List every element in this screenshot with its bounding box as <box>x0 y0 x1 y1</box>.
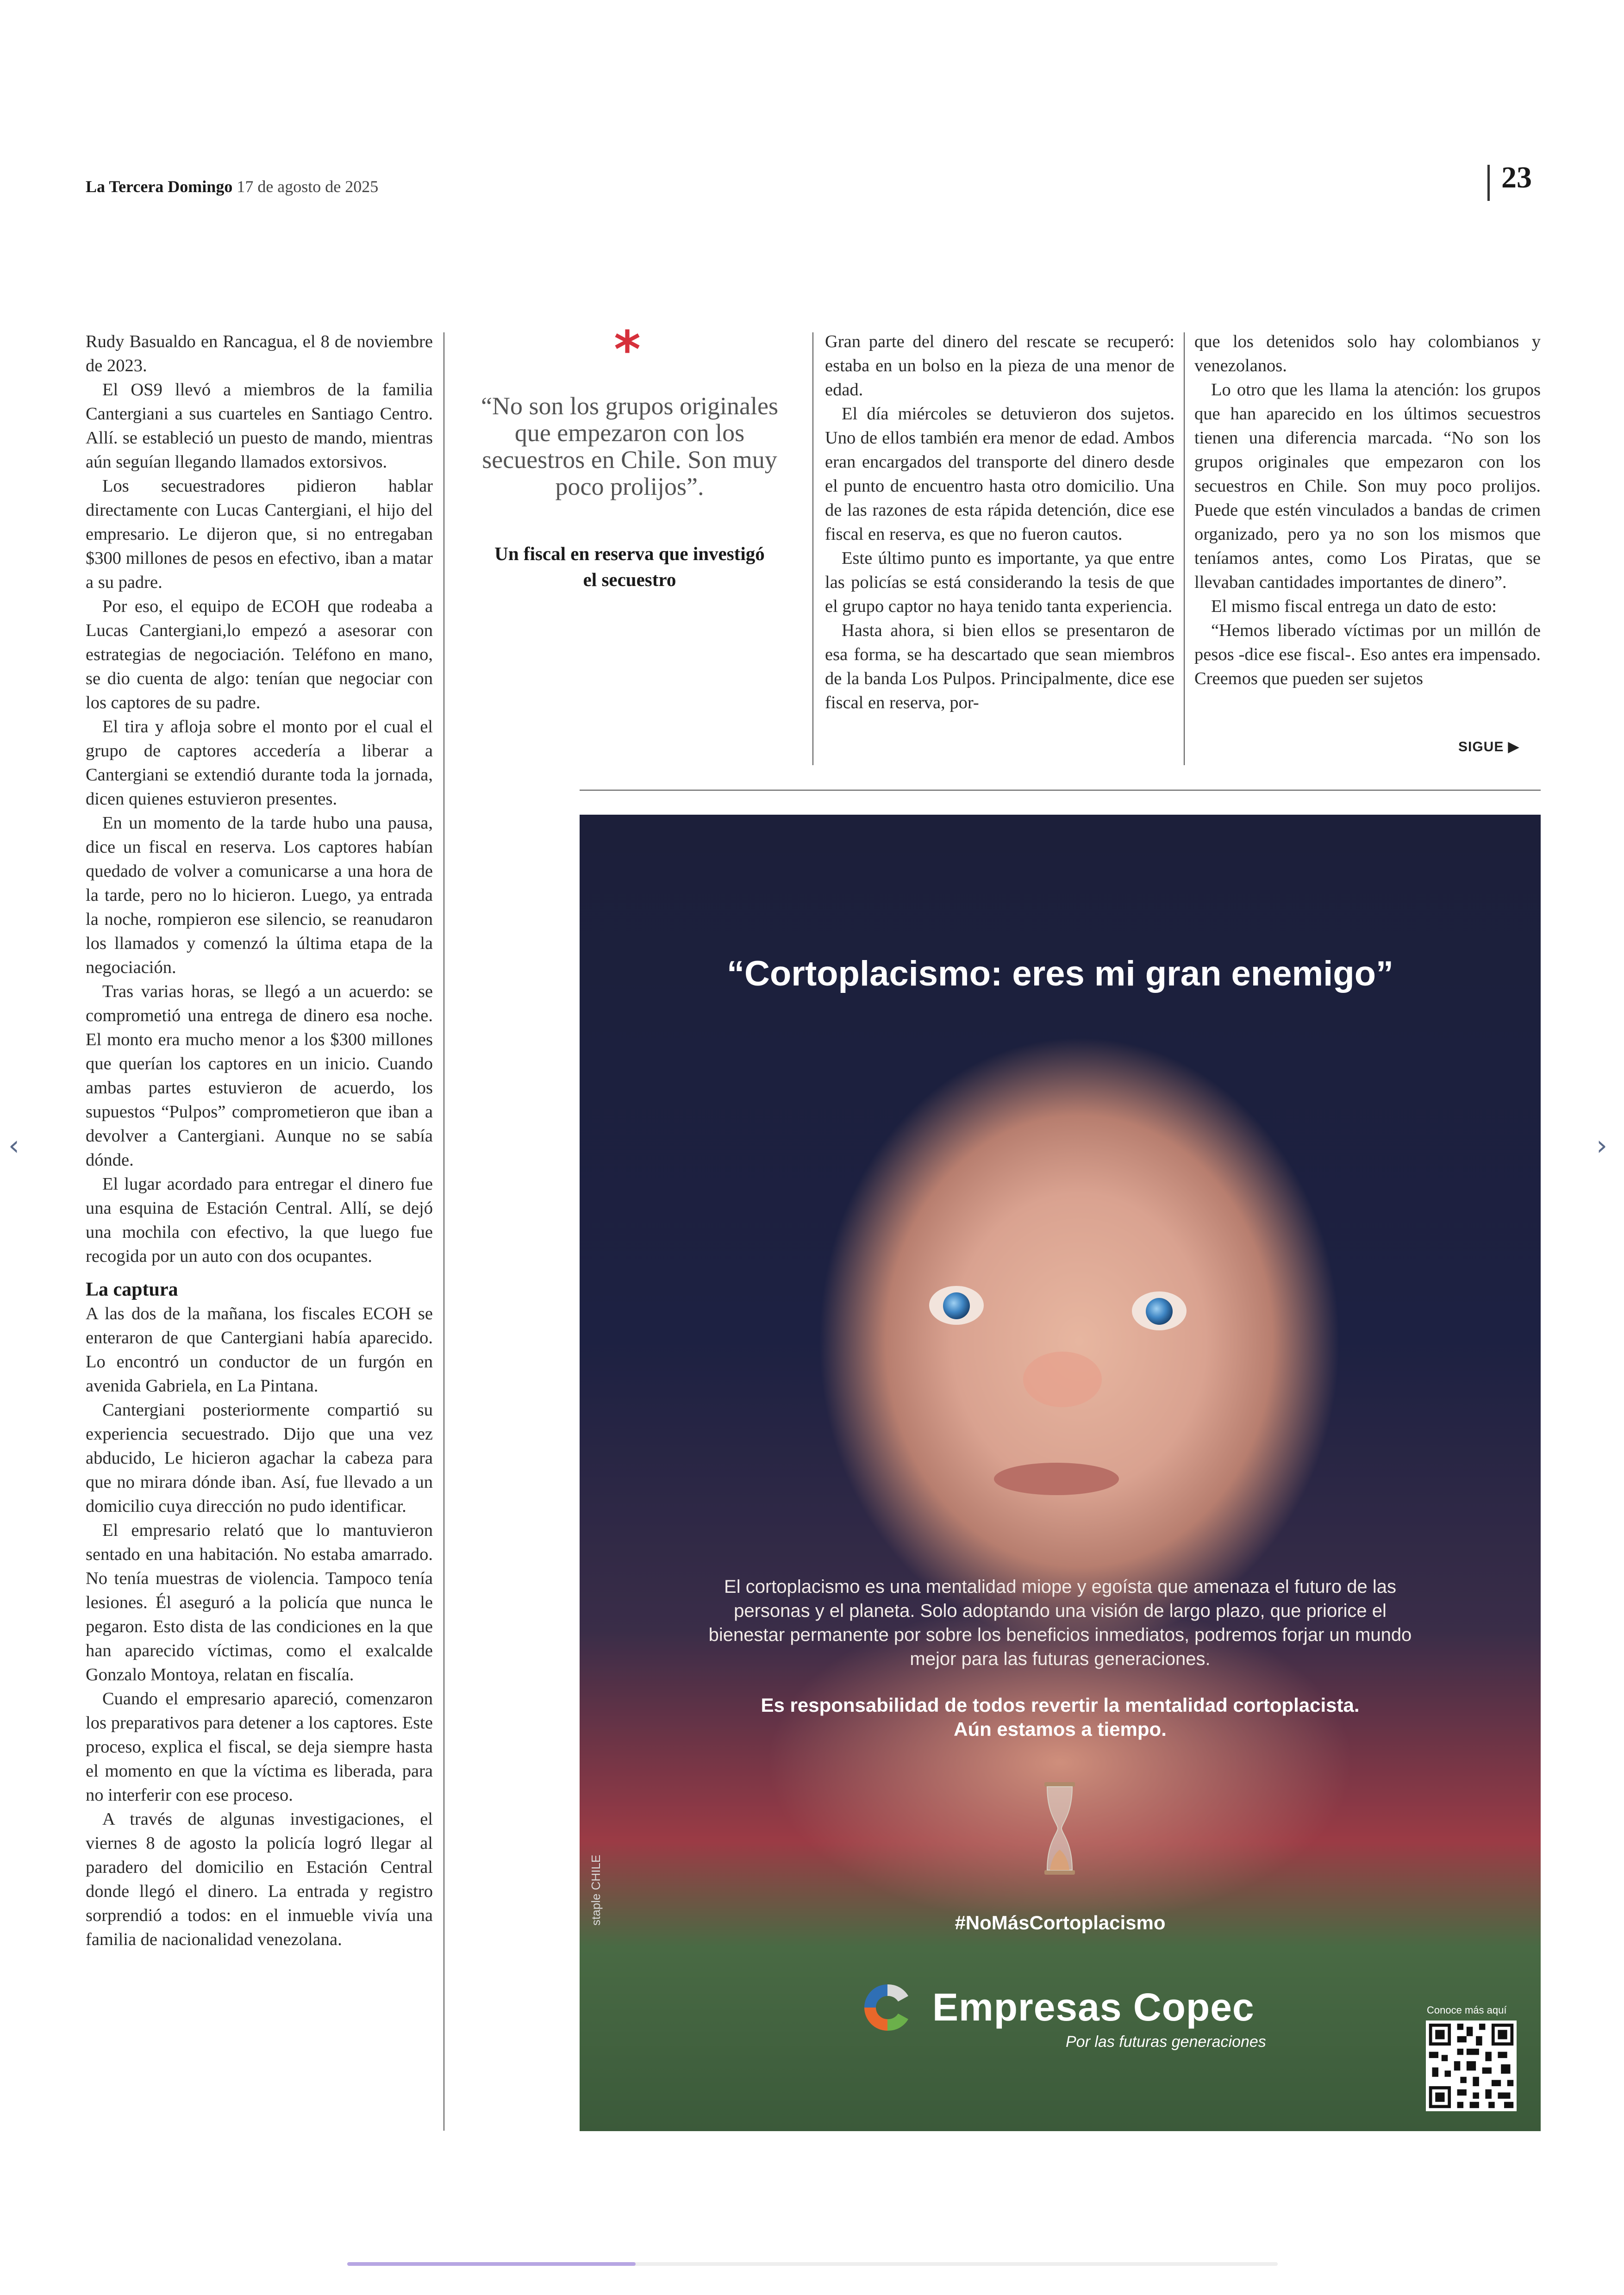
paragraph: El mismo fiscal entrega un dato de esto: <box>1211 597 1497 616</box>
chevron-left-icon[interactable]: ‹ <box>8 1129 19 1162</box>
issue-date: 17 de agosto de 2025 <box>237 177 379 196</box>
paragraph: Cantergiani posteriormente compartió su experiencia secuestrado. Dijo que una vez abducido, Le hicieron agachar la cabeza para que no mirara dónde iban. Así, fue llevado a un domicilio cuya dirección no pudo identificar. <box>86 1400 433 1516</box>
paragraph: que los detenidos solo hay colombianos y venezolanos. <box>1194 332 1541 375</box>
ad-body-text: El cortoplacismo es una mentalidad miope y egoísta que amenaza el futuro de las personas y el planeta. Solo adoptando una visión de largo plazo, que priorice el bienestar permanente por sobre los beneficios inmediatos, podremos forjar un mundo mejor para las futuras generaciones. <box>708 1577 1412 1669</box>
column-divider <box>1184 332 1185 765</box>
paragraph: El tira y afloja sobre el monto por el cual el grupo de captores accedería a liberar a Cantergiani se extendió durante toda la jornada, dicen quienes estuvieron presentes. <box>86 717 433 809</box>
article-column-3 <box>825 330 1174 715</box>
ad-brand-name: Empresas Copec <box>932 1985 1255 2029</box>
paragraph: Gran parte del dinero del rescate se recuperó: estaba en un bolso en la pieza de una menor de edad. <box>825 332 1174 399</box>
paragraph: “Hemos liberado víctimas por un millón de pesos -dice ese fiscal-. Eso antes era impensado. Creemos que pueden ser sujetos <box>1194 621 1541 688</box>
paragraph: El empresario relató que lo mantuvieron sentado en una habitación. No estaba amarrado. No tenía muestras de violencia. Tampoco tenía lesiones. Él aseguró a la policía que nunca le pegaron. Esto dista de las condiciones en la que han aparecido víctimas, como el exalcalde Gonzalo Montoya, relatan en fiscalía. <box>86 1521 433 1684</box>
paragraph: En un momento de la tarde hubo una pausa, dice un fiscal en reserva. Los captores habían quedado de volver a comunicarse a una hora de la tarde, pero no lo hicieron. Luego, ya entrada la noche, rompieron ese silencio, se reanudaron los llamados y comenzó la última etapa de la negociación. <box>86 813 433 977</box>
article-column-4 <box>1194 330 1541 691</box>
continue-label[interactable]: SIGUE ▶ <box>1458 739 1519 755</box>
paragraph: El OS9 llevó a miembros de la familia Cantergiani a sus cuarteles en Santiago Centro. Allí. se estableció un puesto de mando, mientras aún seguían llegando llamados extorsivos. <box>86 380 433 472</box>
qr-label: Conoce más aquí <box>1427 2004 1507 2016</box>
paragraph: Los secuestradores pidieron hablar directamente con Lucas Cantergiani, el hijo del empresario. Le dijeron que, si no entregaban $300 millones de pesos en efectivo, iban a matar a su padre. <box>86 476 433 592</box>
ad-divider <box>580 790 1541 791</box>
paragraph: El día miércoles se detuvieron dos sujetos. Uno de ellos también era menor de edad. Ambos eran encargados del transporte del dinero desde el punto de encuentro hasta otro domicilio. Una de las razones de esta rápida detención, dice ese fiscal en reserva, es que no fueron cautos. <box>825 404 1174 544</box>
header-divider <box>1487 165 1490 201</box>
paragraph: Por eso, el equipo de ECOH que rodeaba a Lucas Cantergiani,lo empezó a asesorar con estrategias de negociación. Teléfono en mano, se dio cuenta de algo: tenían que negociar con los captores de su padre. <box>86 597 433 712</box>
publication-name: La Tercera Domingo <box>86 177 233 196</box>
baby-eye <box>1132 1291 1187 1330</box>
subhead: La captura <box>86 1279 178 1300</box>
pull-quote: “No son los grupos originales que empezaron con los secuestros en Chile. Son muy poco prolijos”. <box>481 392 778 500</box>
ad-tagline: Aún estamos a tiempo. <box>954 1718 1167 1740</box>
article-column-1 <box>86 330 433 1952</box>
chevron-right-icon[interactable]: › <box>1596 1129 1607 1162</box>
page-header <box>86 177 378 196</box>
paragraph: A través de algunas investigaciones, el viernes 8 de agosto la policía logró llegar al paradero del domicilio en Estación Central donde llegó el dinero. La entrada y registro sorprendió a todos: en el inmueble vivía una familia de nacionalidad venezolana. <box>86 1809 433 1949</box>
paragraph: Hasta ahora, si bien ellos se presentaron de esa forma, se ha descartado que sean miembros de la banda Los Pulpos. Principalmente, dice ese fiscal en reserva, por- <box>825 621 1174 712</box>
copec-advertisement <box>580 815 1541 2131</box>
asterisk-icon: * <box>614 320 641 379</box>
paragraph: Cuando el empresario apareció, comenzaron los preparativos para detener a los captores. Este proceso, explica el fiscal, se deja siempre hasta el momento en que la víctima es liberada, para no interferir con ese proceso. <box>86 1689 433 1805</box>
paragraph: El lugar acordado para entregar el dinero fue una esquina de Estación Central. Allí, se dejó una mochila con efectivo, la que luego fue recogida por un auto con dos ocupantes. <box>86 1174 433 1266</box>
pull-quote-source: Un fiscal en reserva que investigó el secuestro <box>494 543 765 590</box>
baby-eye <box>929 1286 984 1325</box>
copec-logo-icon <box>862 1982 913 2033</box>
ad-hashtag: #NoMásCortoplacismo <box>955 1912 1166 1933</box>
ad-slogan: Por las futuras generaciones <box>1066 2033 1266 2051</box>
paragraph: Lo otro que les llama la atención: los grupos que han aparecido en los últimos secuestros tienen una diferencia marcada. “No son los grupos originales que empezaron con los secuestros en Chile. Son muy poco prolijos. Puede que estén vinculados a bandas de crimen organizado, pero ya no son los mismos que teníamos antes, como Los Piratas, que se llevaban cantidades importantes de dinero”. <box>1194 380 1541 592</box>
baby-mouth <box>994 1463 1119 1495</box>
column-divider <box>812 332 813 765</box>
paragraph: Este último punto es importante, ya que entre las policías se está considerando la tesis de que el grupo captor no haya tenido tanta experiencia. <box>825 549 1174 616</box>
ad-tagline: Es responsabilidad de todos revertir la mentalidad cortoplacista. <box>761 1694 1360 1716</box>
ad-agency-credit: staple CHILE <box>589 1854 603 1926</box>
scrollbar-thumb[interactable] <box>347 2262 636 2266</box>
baby-nose <box>1023 1352 1102 1407</box>
paragraph: Tras varias horas, se llegó a un acuerdo: se comprometió una entrega de dinero esa noche. El monto era mucho menor a los $300 millones que querían los captores en un inicio. Cuando ambas partes estuvieron de acuerdo, los supuestos “Pulpos” comprometieron que iban a devolver a Cantergiani. Aunque no se sabía dónde. <box>86 982 433 1170</box>
hourglass-icon <box>1043 1782 1077 1875</box>
page-number: 23 <box>1501 161 1532 194</box>
column-divider <box>443 332 444 2131</box>
paragraph: A las dos de la mañana, los fiscales ECOH se enteraron de que Cantergiani había aparecido. Lo encontró un conductor de un furgón en avenida Gabriela, en La Pintana. <box>86 1304 433 1396</box>
qr-code-icon[interactable] <box>1426 2021 1517 2111</box>
ad-headline: “Cortoplacismo: eres mi gran enemigo” <box>726 954 1394 993</box>
paragraph: Rudy Basualdo en Rancagua, el 8 de noviembre de 2023. <box>86 332 433 375</box>
